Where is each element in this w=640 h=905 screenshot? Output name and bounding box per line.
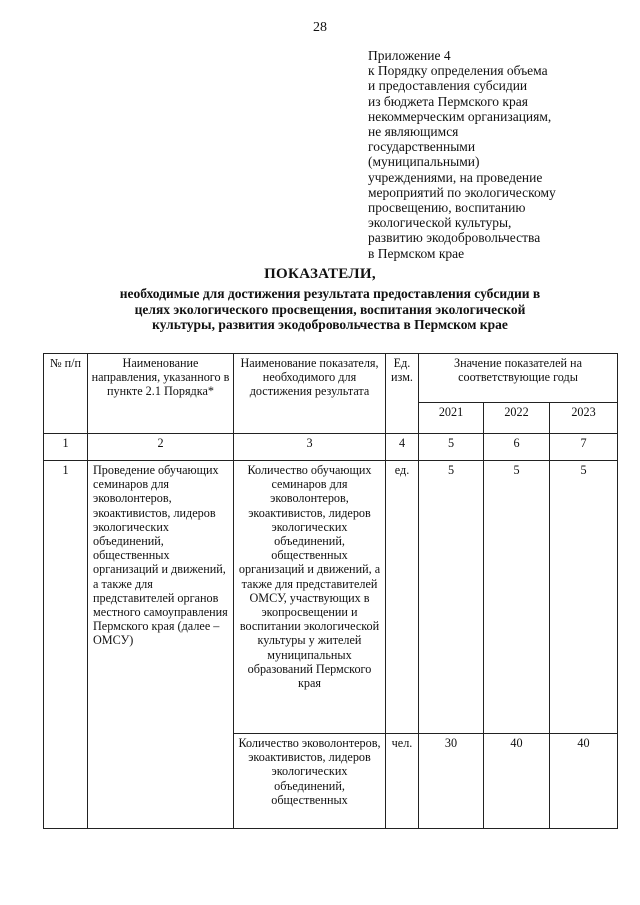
column-number: 7 bbox=[550, 434, 618, 461]
header-year-2021: 2021 bbox=[419, 403, 484, 434]
indicator-name: Количество обучающих семинаров для эковолонтеров, экоактивистов, лидеров экологических объединений, общественных организаций и движений, а также для представителей ОМСУ, участвующих в экопросвещении и воспитании экологической культуры у жителей муниципальных образований Пермского края bbox=[234, 461, 386, 734]
column-number: 1 bbox=[44, 434, 88, 461]
direction-name: Проведение обучающих семинаров для эковолонтеров, экоактивистов, лидеров экологических объединений, общественных организаций и движений, а также для представителей органов местного самоуправления Пермского края (далее – ОМСУ) bbox=[88, 461, 234, 829]
table-row bbox=[44, 461, 618, 734]
column-number: 5 bbox=[419, 434, 484, 461]
header-unit: Ед. изм. bbox=[386, 354, 419, 434]
document-title: ПОКАЗАТЕЛИ, bbox=[264, 266, 376, 282]
column-number: 2 bbox=[88, 434, 234, 461]
header-direction: Наименование направления, указанного в пункте 2.1 Порядка* bbox=[88, 354, 234, 434]
document-subtitle: необходимые для достижения результата предоставления субсидии в целях экологического просвещения, воспитания экологической культуры, развития экодобровольчества в Пермском крае bbox=[119, 286, 541, 332]
indicator-unit: ед. bbox=[386, 461, 419, 734]
column-number: 4 bbox=[386, 434, 419, 461]
header-year-2023: 2023 bbox=[550, 403, 618, 434]
indicator-unit: чел. bbox=[386, 734, 419, 829]
value-2021: 30 bbox=[419, 734, 484, 829]
header-year-2022: 2022 bbox=[484, 403, 550, 434]
page-number: 28 bbox=[313, 20, 327, 35]
header-num: № п/п bbox=[44, 354, 88, 434]
column-number: 3 bbox=[234, 434, 386, 461]
header-values-group: Значение показателей на соответствующие годы bbox=[419, 354, 618, 403]
value-2022: 40 bbox=[484, 734, 550, 829]
header-indicator: Наименование показателя, необходимого для достижения результата bbox=[234, 354, 386, 434]
value-2021: 5 bbox=[419, 461, 484, 734]
row-number: 1 bbox=[44, 461, 88, 829]
value-2022: 5 bbox=[484, 461, 550, 734]
column-number: 6 bbox=[484, 434, 550, 461]
indicators-table bbox=[43, 353, 618, 829]
value-2023: 40 bbox=[550, 734, 618, 829]
appendix-note: Приложение 4 к Порядку определения объема и предоставления субсидии из бюджета Пермского края некоммерческим организациям, не являющимся государственными (муниципальными) учреждениями, на проведение мероприятий по экологическому просвещению, воспитанию экологической культуры, развитию экодобровольчества в Пермском крае bbox=[368, 48, 556, 261]
column-numbers-row bbox=[44, 434, 618, 461]
value-2023: 5 bbox=[550, 461, 618, 734]
indicator-name: Количество эковолонтеров, экоактивистов, лидеров экологических объединений, общественных bbox=[234, 734, 386, 829]
